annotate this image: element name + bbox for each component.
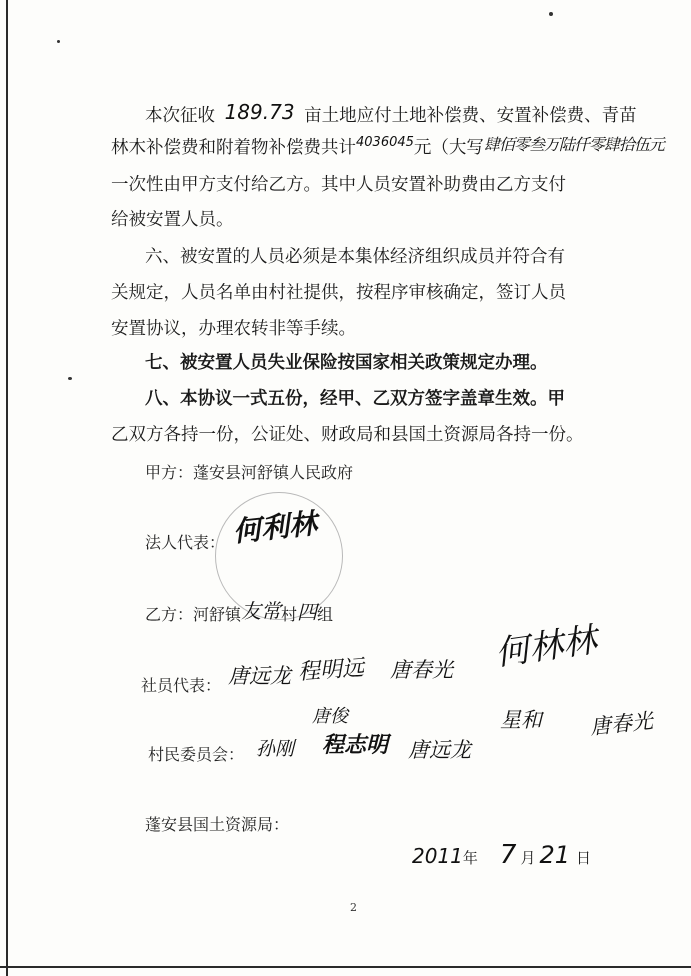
handwritten-amount-words: 肆佰零叁万陆仟零肆拾伍元 — [483, 135, 664, 154]
clause-eight-line-1: 八、本协议一式五份，经甲、乙双方签字盖章生效。甲 — [145, 389, 565, 409]
committee-signature: 孙刚 — [256, 738, 295, 760]
text-mid: 元（大写 — [413, 138, 484, 158]
handwritten-group: 四 — [297, 600, 318, 624]
handwritten-year: 2011 — [412, 844, 463, 868]
party-b-label — [145, 599, 334, 625]
handwritten-month: 7 — [499, 840, 517, 870]
handwritten-village: 友常 — [241, 599, 282, 623]
handwritten-amount: 4036045 — [356, 135, 414, 150]
committee-signature: 程志明 — [322, 733, 389, 758]
member-signature: 唐远龙 — [228, 664, 291, 688]
day-unit: 日 — [576, 849, 592, 867]
handwritten-day: 21 — [539, 841, 571, 869]
paragraph-compensation-line-3: 一次性由甲方支付给乙方。其中人员安置补助费由乙方支付 — [111, 175, 566, 195]
scan-edge-bottom — [0, 966, 691, 968]
scan-speck — [68, 377, 72, 380]
committee-signature: 唐远龙 — [408, 738, 471, 762]
clause-six-line-1: 六、被安置的人员必须是本集体经济组织成员并符合有 — [145, 247, 565, 267]
member-representatives-label: 社员代表： — [141, 676, 222, 695]
committee-signature: 星和 — [500, 708, 542, 732]
legal-representative-signature: 何利林 — [231, 506, 319, 549]
page-number: 2 — [350, 901, 357, 914]
scan-speck — [549, 12, 553, 16]
scan-edge-left — [6, 0, 8, 976]
committee-signature: 唐俊 — [312, 706, 348, 727]
text-suffix: 亩土地应付土地补偿费、安置补偿费、青苗 — [304, 106, 637, 126]
legal-representative-label: 法人代表： — [145, 533, 226, 552]
party-b-suffix: 组 — [317, 605, 334, 624]
clause-seven: 七、被安置人员失业保险按国家相关政策规定办理。 — [145, 353, 548, 373]
party-b-mid: 村 — [281, 605, 298, 624]
member-signature: 程明远 — [297, 655, 365, 686]
member-signature: 何林林 — [492, 620, 600, 674]
month-unit: 月 — [520, 849, 536, 867]
party-b-prefix: 乙方：河舒镇 — [145, 605, 242, 624]
paragraph-compensation-line-1 — [145, 100, 637, 127]
text-prefix: 林木补偿费和附着物补偿费共计 — [111, 138, 356, 158]
villager-committee-label: 村民委员会： — [148, 745, 245, 764]
year-unit: 年 — [462, 849, 478, 867]
text-prefix: 本次征收 — [145, 106, 215, 126]
land-bureau-label: 蓬安县国土资源局： — [145, 815, 290, 834]
party-a-label: 甲方：蓬安县河舒镇人民政府 — [145, 463, 354, 482]
handwritten-area: 189.73 — [224, 100, 295, 124]
scan-speck — [57, 40, 60, 43]
committee-signature: 唐春光 — [588, 708, 655, 740]
clause-six-line-2: 关规定，人员名单由村社提供，按程序审核确定，签订人员 — [111, 283, 566, 303]
member-signature: 唐春光 — [390, 658, 453, 682]
paragraph-compensation-line-2 — [111, 135, 664, 159]
paragraph-compensation-line-4: 给被安置人员。 — [111, 210, 234, 230]
signing-date — [412, 842, 591, 868]
clause-eight-line-2: 乙双方各持一份，公证处、财政局和县国土资源局各持一份。 — [111, 425, 584, 445]
clause-six-line-3: 安置协议，办理农转非等手续。 — [111, 319, 356, 339]
